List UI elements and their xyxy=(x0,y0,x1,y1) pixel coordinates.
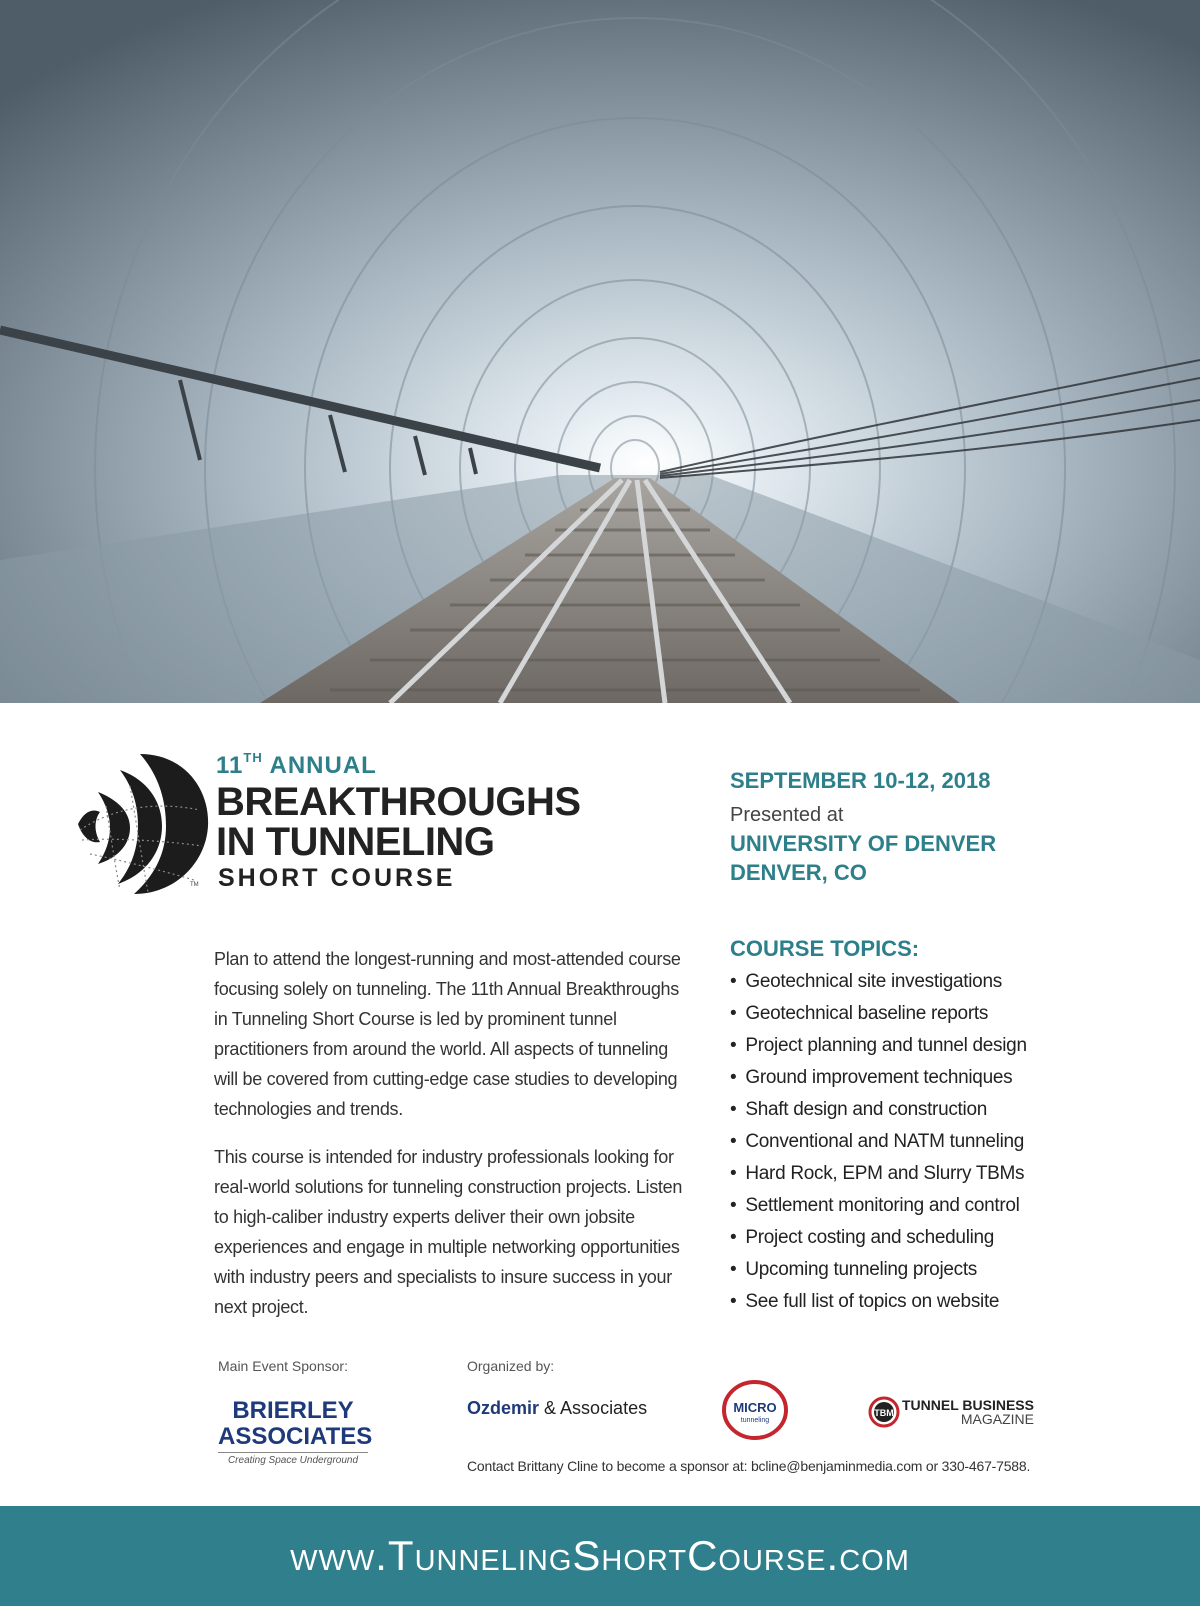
logo-line-in-tunneling: IN TUNNELING xyxy=(216,820,495,864)
brierley-name-line1: BRIERLEY xyxy=(232,1397,354,1424)
topic-item: • Ground improvement techniques xyxy=(730,1062,1170,1094)
tbm-line1: TUNNEL BUSINESS xyxy=(902,1397,1034,1413)
organized-by-label: Organized by: xyxy=(467,1358,555,1374)
tbm-badge-icon xyxy=(868,1396,900,1428)
presented-at-label: Presented at xyxy=(730,804,844,826)
topic-item: • Geotechnical baseline reports xyxy=(730,998,1170,1030)
main-sponsor-label: Main Event Sponsor: xyxy=(218,1358,348,1374)
course-description xyxy=(214,944,684,1340)
topic-item: • Upcoming tunneling projects xyxy=(730,1254,1170,1286)
description-paragraph-2: This course is intended for industry professionals looking for real-world solutions for tunneling construction projects. Listen to high-caliber industry experts deliver their own jobsite experiences and engage in multiple networking opportunities with industry peers and specialists to insure success in your next project. xyxy=(214,1147,683,1317)
topic-item: • Hard Rock, EPM and Slurry TBMs xyxy=(730,1158,1170,1190)
event-info xyxy=(730,768,1150,887)
sponsor-contact-text: Contact Brittany Cline to become a sponsor at: bcline@benjaminmedia.com or 330-467-7588. xyxy=(467,1458,1031,1474)
description-paragraph-1: Plan to attend the longest-running and most-attended course focusing solely on tunneling. The 11th Annual Breakthroughs in Tunneling Short Course is led by prominent tunnel practitioners from around the world. All aspects of tunneling will be covered from cutting-edge case studies to developing technologies and trends. xyxy=(214,949,681,1119)
website-url-link[interactable]: www.TunnelingShortCourse.com xyxy=(290,1532,910,1579)
micro-top-text: MICRO xyxy=(733,1400,777,1415)
venue-city: DENVER, CO xyxy=(730,860,867,885)
brierley-name-line2: ASSOCIATES xyxy=(218,1423,373,1450)
ozdemir-bold: Ozdemir xyxy=(467,1398,540,1418)
tbm-text xyxy=(902,1398,1034,1426)
topic-item: • Settlement monitoring and control xyxy=(730,1190,1170,1222)
topic-item: • See full list of topics on website xyxy=(730,1286,1170,1318)
logo-line-short-course: SHORT COURSE xyxy=(218,864,456,892)
ozdemir-rest: & Associates xyxy=(539,1398,648,1418)
course-logo xyxy=(70,748,670,898)
tunnel-business-magazine-logo xyxy=(868,1396,1034,1433)
topic-item: • Shaft design and construction xyxy=(730,1094,1170,1126)
ozdemir-associates-logo xyxy=(467,1398,647,1419)
tbm-line2: MAGAZINE xyxy=(960,1411,1034,1427)
tbm-badge-text: TBM xyxy=(874,1408,894,1418)
venue-name: UNIVERSITY OF DENVER xyxy=(730,831,997,856)
annual-label: 11TH ANNUAL xyxy=(216,750,377,779)
footer-banner xyxy=(0,1506,1200,1606)
topic-item: • Conventional and NATM tunneling xyxy=(730,1126,1170,1158)
brierley-associates-logo xyxy=(218,1397,373,1466)
topic-item: • Geotechnical site investigations xyxy=(730,966,1170,998)
course-topics-title: COURSE TOPICS: xyxy=(730,936,920,961)
microtunneling-ring-icon xyxy=(720,1378,790,1442)
topic-item: • Project planning and tunnel design xyxy=(730,1030,1170,1062)
topics-list xyxy=(730,966,1170,1318)
tunnel-swirl-logo-icon xyxy=(70,750,212,898)
microtunneling-logo xyxy=(720,1378,790,1447)
brierley-tagline: Creating Space Underground xyxy=(218,1452,368,1466)
micro-bottom-text: tunneling xyxy=(740,1417,770,1424)
course-topics xyxy=(730,936,1170,1318)
event-date: SEPTEMBER 10-12, 2018 xyxy=(730,768,991,793)
trademark-mark: TM xyxy=(190,882,199,888)
topic-item: • Project costing and scheduling xyxy=(730,1222,1170,1254)
hero-tunnel-image xyxy=(0,0,1200,703)
logo-line-breakthroughs: BREAKTHROUGHS xyxy=(216,780,581,824)
